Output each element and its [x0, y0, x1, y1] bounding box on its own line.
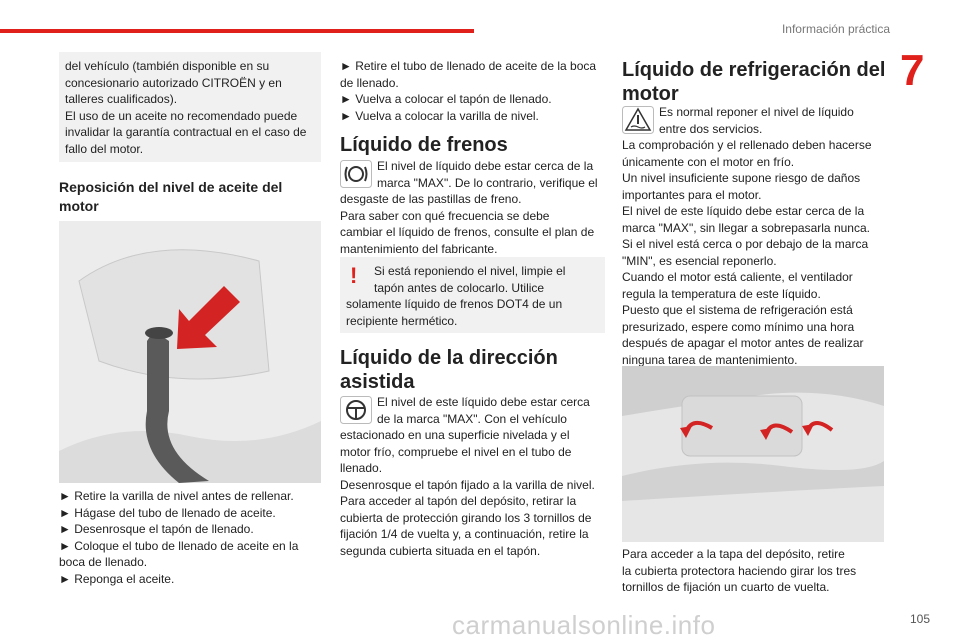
text-line: fallo del motor.	[65, 141, 144, 156]
step: ► Desenrosque el tapón de llenado.	[59, 522, 254, 536]
step: boca de llenado.	[59, 555, 148, 569]
page-number: 105	[909, 612, 930, 626]
brakes-title: Líquido de frenos	[340, 134, 508, 156]
header-accent-bar	[0, 29, 474, 33]
step: ► Retire el tubo de llenado de aceite de la boca	[340, 59, 597, 73]
coolant-text: Es normal reponer el nivel de líquido entre dos servicios. La comprobación y el rellenado deben hacerse únicamente con el motor en frío. Un nivel insuficiente supone riesgo de daños importantes para el motor. El nivel de este líquido debe estar cerca de la marca "MAX", sin llegar a sobrepasarla nunca. Si el nivel está cerca o por debajo de la marca "MIN", es esencial reponerlo. Cuando el motor está caliente, el ventilador regula la temperatura de este líquido. Puesto que el sistema de refrigeración está presurizado, espere como mínimo una hora después de apagar el motor antes de realizar ninguna tarea de mantenimiento.	[622, 105, 872, 367]
section-title: Información práctica	[781, 22, 890, 36]
engine-oil-photo	[59, 221, 321, 483]
coolant-title: Líquido de refrigeración del motor	[622, 59, 886, 105]
step: de llenado.	[340, 75, 399, 90]
text-line: concesionario autorizado CITROËN y en	[65, 75, 282, 90]
brake-warning-box: ! Si está reponiendo el nivel, limpie el tapón antes de colocarlo. Utilice solamente líquido de frenos DOT4 de un recipiente hermético.	[340, 257, 605, 333]
step: ► Hágase del tubo de llenado de aceite.	[59, 505, 276, 520]
brakes-text: El nivel de líquido debe estar cerca de la marca "MAX". De lo contrario, verifique el desgaste de las pastillas de freno. Para saber con qué frecuencia se debe cambiar el líquido de frenos, consulte el plan de mantenimiento del fabricante.	[340, 159, 598, 256]
oil-note-box	[59, 52, 321, 162]
text-line: invalidar la garantía contractual en el caso de	[65, 125, 307, 139]
step: ► Vuelva a colocar la varilla de nivel.	[340, 108, 539, 123]
text-line: del vehículo (también disponible en su	[65, 59, 270, 73]
oil-steps	[59, 488, 321, 587]
text-line: talleres cualificados).	[65, 92, 178, 106]
text-line: El uso de un aceite no recomendado puede	[65, 108, 298, 123]
step: ► Reponga el aceite.	[59, 571, 175, 586]
chapter-number: 7	[900, 46, 925, 95]
step: ► Vuelva a colocar el tapón de llenado.	[340, 92, 552, 106]
oil-refill-heading: Reposición del nivel de aceite del motor	[59, 179, 283, 214]
coolant-caption: Para acceder a la tapa del depósito, retire la cubierta protectora haciendo girar los tres tornillos de fijación un cuarto de vuelta.	[622, 547, 857, 594]
watermark: carmanualsonline.info	[452, 610, 716, 640]
step: ► Coloque el tubo de llenado de aceite en la	[59, 538, 299, 553]
exclamation-icon: !	[350, 263, 358, 288]
coolant-reservoir-photo	[622, 366, 884, 542]
oil-steps-continued	[340, 58, 605, 124]
step: ► Retire la varilla de nivel antes de rellenar.	[59, 489, 294, 503]
steering-title: Líquido de la dirección asistida	[340, 347, 558, 393]
steering-text: El nivel de este líquido debe estar cerca de la marca "MAX". Con el vehículo estacionado en una superficie nivelada y el motor frío, compruebe el nivel en el tubo de llenado. Desenrosque el tapón fijado a la varilla de nivel. Para acceder al tapón del depósito, retirar la cubierta de protección girando los 3 tornillos de fijación 1/4 de vuelta y, a continuación, retire la segunda cubierta situada en el tapón.	[340, 395, 595, 558]
